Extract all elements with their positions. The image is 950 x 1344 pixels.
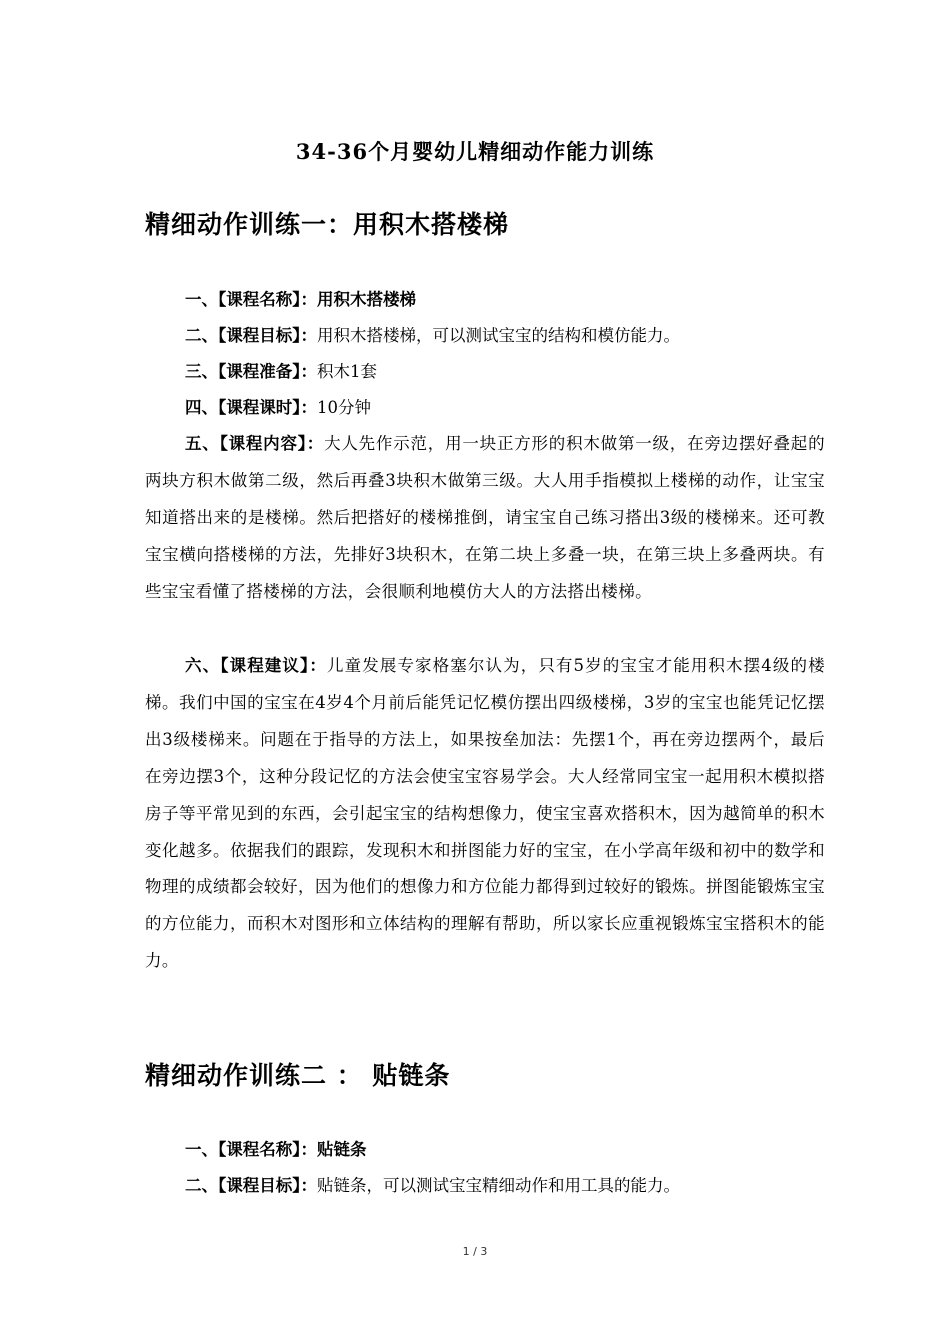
course-content-label: 五、【课程内容】： [185, 434, 325, 453]
course-name-value: 用积木搭楼梯 [317, 290, 416, 309]
page-number: 1 / 3 [462, 1245, 488, 1258]
section-2-course-name [185, 1132, 822, 1168]
course-goal-value: 贴链条，可以测试宝宝精细动作和用工具的能力。 [317, 1176, 680, 1195]
course-goal-value: 用积木搭楼梯，可以测试宝宝的结构和模仿能力。 [317, 326, 680, 345]
section-1-course-content [145, 426, 825, 611]
course-name-label: 一、【课程名称】： [185, 1140, 317, 1159]
section-1-course-name [185, 282, 822, 318]
course-duration-label: 四、【课程课时】： [185, 398, 317, 417]
section-1-course-preparation [185, 354, 822, 390]
course-name-label: 一、【课程名称】： [185, 290, 317, 309]
course-goal-label: 二、【课程目标】： [185, 1176, 317, 1195]
course-preparation-value: 积木1套 [317, 362, 377, 381]
course-name-value: 贴链条 [317, 1140, 367, 1159]
course-duration-value: 10分钟 [317, 398, 371, 417]
course-content-text: 大人先作示范，用一块正方形的积木做第一级，在旁边摆好叠起的两块方积木做第二级，然后再叠3块积木做第三级。大人用手指模拟上楼梯的动作，让宝宝知道搭出来的是楼梯。然后把搭好的楼梯推倒，请宝宝自己练习搭出3级的楼梯来。还可教宝宝横向搭楼梯的方法，先排好3块积木，在第二块上多叠一块，在第三块上多叠两块。有些宝宝看懂了搭楼梯的方法，会很顺利地模仿大人的方法搭出楼梯。 [145, 434, 825, 601]
section-1-heading: 精细动作训练一：用积木搭楼梯 [145, 210, 510, 239]
course-suggestion-text: 儿童发展专家格塞尔认为，只有5岁的宝宝才能用积木摆4级的楼梯。我们中国的宝宝在4岁4个月前后能凭记忆模仿摆出四级楼梯，3岁的宝宝也能凭记忆摆出3级楼梯来。问题在于指导的方法上，如果按垒加法：先摆1个，再在旁边摆两个，最后在旁边摆3个，这种分段记忆的方法会使宝宝容易学会。大人经常同宝宝一起用积木模拟搭房子等平常见到的东西，会引起宝宝的结构想像力，使宝宝喜欢搭积木，因为越简单的积木变化越多。依据我们的跟踪，发现积木和拼图能力好的宝宝，在小学高年级和初中的数学和物理的成绩都会较好，因为他们的想像力和方位能力都得到过较好的锻炼。拼图能锻炼宝宝的方位能力，而积木对图形和立体结构的理解有帮助，所以家长应重视锻炼宝宝搭积木的能力。 [145, 656, 825, 971]
course-goal-label: 二、【课程目标】： [185, 326, 317, 345]
section-1-course-suggestion [145, 648, 825, 980]
document-title: 34-36个月婴幼儿精细动作能力训练 [295, 139, 655, 164]
course-suggestion-label: 六、【课程建议】： [185, 656, 327, 675]
course-preparation-label: 三、【课程准备】： [185, 362, 317, 381]
section-2-heading: 精细动作训练二 ： 贴链条 [145, 1061, 451, 1090]
section-1-course-goal [185, 318, 822, 354]
section-1-course-duration [185, 390, 822, 426]
section-2-course-goal [185, 1168, 822, 1204]
